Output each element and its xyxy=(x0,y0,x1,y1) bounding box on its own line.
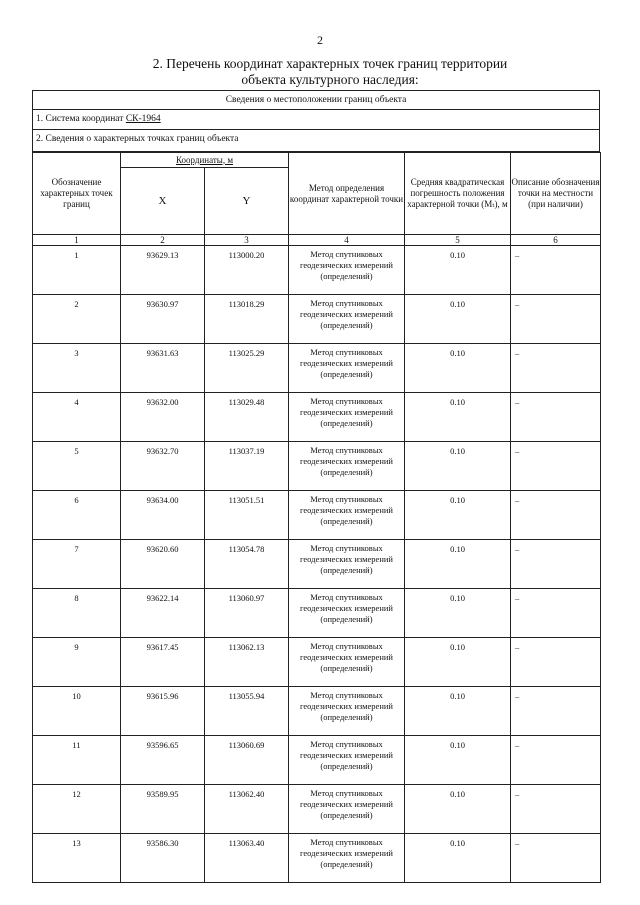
header-x: X xyxy=(121,168,205,235)
description-cell: – xyxy=(511,344,601,393)
header-method: Метод определения координат характерной точки xyxy=(289,153,405,235)
description-cell: – xyxy=(511,295,601,344)
method-cell: Метод спутниковых геодезических измерений (определений) xyxy=(289,687,405,736)
error-cell: 0.10 xyxy=(405,246,511,295)
y-coordinate-cell: 113055.94 xyxy=(205,687,289,736)
error-cell: 0.10 xyxy=(405,295,511,344)
x-coordinate-cell: 93631.63 xyxy=(121,344,205,393)
column-number: 5 xyxy=(405,235,511,246)
point-id-cell: 1 xyxy=(33,246,121,295)
error-cell: 0.10 xyxy=(405,687,511,736)
table-row xyxy=(33,540,601,589)
section-points-header: 2. Сведения о характерных точках границ объекта xyxy=(32,130,600,152)
header-y: Y xyxy=(205,168,289,235)
point-id-cell: 8 xyxy=(33,589,121,638)
method-cell: Метод спутниковых геодезических измерений (определений) xyxy=(289,736,405,785)
point-id-cell: 6 xyxy=(33,491,121,540)
page-title xyxy=(80,56,580,88)
column-number-row xyxy=(33,235,601,246)
header-description: Описание обозначения точки на местности (при наличии) xyxy=(511,153,601,235)
table-row xyxy=(33,638,601,687)
x-coordinate-cell: 93620.60 xyxy=(121,540,205,589)
y-coordinate-cell: 113062.13 xyxy=(205,638,289,687)
table-row xyxy=(33,442,601,491)
header-error: Средняя квадратическая погрешность положения характерной точки (Mₜ), м xyxy=(405,153,511,235)
column-number: 2 xyxy=(121,235,205,246)
x-coordinate-cell: 93589.95 xyxy=(121,785,205,834)
y-coordinate-cell: 113018.29 xyxy=(205,295,289,344)
table-row xyxy=(33,344,601,393)
method-cell: Метод спутниковых геодезических измерений (определений) xyxy=(289,344,405,393)
description-cell: – xyxy=(511,491,601,540)
error-cell: 0.10 xyxy=(405,442,511,491)
description-cell: – xyxy=(511,638,601,687)
header-coords xyxy=(121,153,289,168)
point-id-cell: 11 xyxy=(33,736,121,785)
point-id-cell: 12 xyxy=(33,785,121,834)
point-id-cell: 7 xyxy=(33,540,121,589)
description-cell: – xyxy=(511,589,601,638)
table-row xyxy=(33,295,601,344)
description-cell: – xyxy=(511,393,601,442)
x-coordinate-cell: 93617.45 xyxy=(121,638,205,687)
description-cell: – xyxy=(511,834,601,883)
method-cell: Метод спутниковых геодезических измерений (определений) xyxy=(289,442,405,491)
description-cell: – xyxy=(511,442,601,491)
error-cell: 0.10 xyxy=(405,393,511,442)
header-coords-label: Координаты, м xyxy=(175,154,234,165)
title-line-1: 2. Перечень координат характерных точек границ территории xyxy=(152,56,508,71)
error-cell: 0.10 xyxy=(405,491,511,540)
y-coordinate-cell: 113025.29 xyxy=(205,344,289,393)
y-coordinate-cell: 113060.97 xyxy=(205,589,289,638)
error-cell: 0.10 xyxy=(405,834,511,883)
x-coordinate-cell: 93586.30 xyxy=(121,834,205,883)
page-number: 2 xyxy=(317,33,323,47)
table-row xyxy=(33,834,601,883)
x-coordinate-cell: 93622.14 xyxy=(121,589,205,638)
column-number: 1 xyxy=(33,235,121,246)
y-coordinate-cell: 113000.20 xyxy=(205,246,289,295)
coord-system-value: СК-1964 xyxy=(125,114,161,124)
error-cell: 0.10 xyxy=(405,540,511,589)
title-line-2: объекта культурного наследия: xyxy=(241,72,419,87)
error-cell: 0.10 xyxy=(405,785,511,834)
method-cell: Метод спутниковых геодезических измерений (определений) xyxy=(289,295,405,344)
point-id-cell: 10 xyxy=(33,687,121,736)
y-coordinate-cell: 113054.78 xyxy=(205,540,289,589)
column-number: 3 xyxy=(205,235,289,246)
y-coordinate-cell: 113063.40 xyxy=(205,834,289,883)
x-coordinate-cell: 93632.70 xyxy=(121,442,205,491)
point-id-cell: 3 xyxy=(33,344,121,393)
table-row xyxy=(33,589,601,638)
y-coordinate-cell: 113060.69 xyxy=(205,736,289,785)
error-cell: 0.10 xyxy=(405,589,511,638)
point-id-cell: 2 xyxy=(33,295,121,344)
x-coordinate-cell: 93630.97 xyxy=(121,295,205,344)
coordinates-table xyxy=(32,152,601,883)
table-row xyxy=(33,393,601,442)
error-cell: 0.10 xyxy=(405,736,511,785)
point-id-cell: 5 xyxy=(33,442,121,491)
method-cell: Метод спутниковых геодезических измерений (определений) xyxy=(289,589,405,638)
method-cell: Метод спутниковых геодезических измерений (определений) xyxy=(289,785,405,834)
method-cell: Метод спутниковых геодезических измерений (определений) xyxy=(289,491,405,540)
error-cell: 0.10 xyxy=(405,638,511,687)
method-cell: Метод спутниковых геодезических измерений (определений) xyxy=(289,393,405,442)
coord-system-label: 1. Система координат xyxy=(36,114,126,124)
table-row xyxy=(33,491,601,540)
table-row xyxy=(33,687,601,736)
column-number: 6 xyxy=(511,235,601,246)
x-coordinate-cell: 93629.13 xyxy=(121,246,205,295)
error-cell: 0.10 xyxy=(405,344,511,393)
coord-system-row xyxy=(32,110,600,130)
description-cell: – xyxy=(511,246,601,295)
header-point: Обозначение характерных точек границ xyxy=(33,153,121,235)
x-coordinate-cell: 93615.96 xyxy=(121,687,205,736)
description-cell: – xyxy=(511,540,601,589)
table-row xyxy=(33,246,601,295)
y-coordinate-cell: 113051.51 xyxy=(205,491,289,540)
table-row xyxy=(33,736,601,785)
point-id-cell: 9 xyxy=(33,638,121,687)
x-coordinate-cell: 93634.00 xyxy=(121,491,205,540)
section-location-header: Сведения о местоположении границ объекта xyxy=(32,90,600,110)
table-row xyxy=(33,785,601,834)
point-id-cell: 4 xyxy=(33,393,121,442)
description-cell: – xyxy=(511,736,601,785)
method-cell: Метод спутниковых геодезических измерений (определений) xyxy=(289,638,405,687)
description-cell: – xyxy=(511,785,601,834)
y-coordinate-cell: 113062.40 xyxy=(205,785,289,834)
description-cell: – xyxy=(511,687,601,736)
x-coordinate-cell: 93596.65 xyxy=(121,736,205,785)
y-coordinate-cell: 113029.48 xyxy=(205,393,289,442)
method-cell: Метод спутниковых геодезических измерений (определений) xyxy=(289,540,405,589)
method-cell: Метод спутниковых геодезических измерений (определений) xyxy=(289,834,405,883)
method-cell: Метод спутниковых геодезических измерений (определений) xyxy=(289,246,405,295)
x-coordinate-cell: 93632.00 xyxy=(121,393,205,442)
point-id-cell: 13 xyxy=(33,834,121,883)
column-number: 4 xyxy=(289,235,405,246)
y-coordinate-cell: 113037.19 xyxy=(205,442,289,491)
